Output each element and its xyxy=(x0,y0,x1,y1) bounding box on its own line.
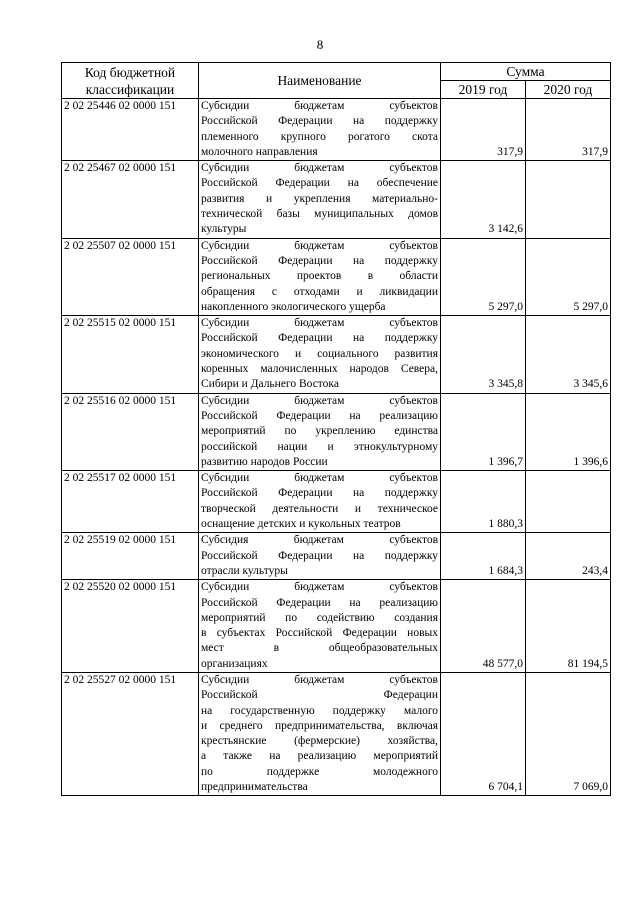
table-row xyxy=(62,533,611,580)
item-name-line: молочного направления xyxy=(201,145,318,158)
table-row xyxy=(62,471,611,533)
item-name-line: Субсидия бюджетам субъектов xyxy=(201,534,438,547)
amount-2019-cell: 48 577,0 xyxy=(441,580,526,673)
amount-2019-cell: 1 684,3 xyxy=(441,533,526,580)
item-name-line: Субсидии бюджетам субъектов xyxy=(201,581,438,594)
amount-2019-cell: 6 704,1 xyxy=(441,672,526,795)
item-name-line: Российской Федерации на поддержку xyxy=(201,332,438,345)
amount-2020-cell xyxy=(526,161,611,238)
table-row xyxy=(62,393,611,470)
item-name-line: Субсидии бюджетам субъектов xyxy=(201,394,438,407)
table-row xyxy=(62,238,611,315)
table-row xyxy=(62,161,611,238)
item-name-line: технической базы муниципальных домов xyxy=(201,208,438,221)
item-name-line: в субъектах Российской Федерации новых xyxy=(201,627,438,640)
item-name-line: отрасли культуры xyxy=(201,564,288,577)
item-name-line: племенного крупного рогатого скота xyxy=(201,130,438,143)
item-name-line: Российской Федерации на реализацию xyxy=(201,409,438,422)
item-name-line: по поддержке молодежного xyxy=(201,765,438,778)
amount-2020-cell: 3 345,6 xyxy=(526,316,611,393)
item-name-line: Субсидии бюджетам субъектов xyxy=(201,162,438,175)
item-name-line: Российской Федерации на поддержку xyxy=(201,254,438,267)
table-row xyxy=(62,672,611,795)
amount-2019-cell: 317,9 xyxy=(441,99,526,161)
item-name-line: мероприятий по укреплению единства xyxy=(201,425,438,438)
item-name-cell xyxy=(199,316,441,393)
item-name-line: Российской Федерации на поддержку xyxy=(201,549,438,562)
amount-2020-cell: 243,4 xyxy=(526,533,611,580)
header-name: Наименование xyxy=(199,63,441,99)
item-name-line: Субсидии бюджетам субъектов xyxy=(201,239,438,252)
item-name-line: предпринимательства xyxy=(201,781,308,794)
item-name-line: культуры xyxy=(201,223,247,236)
budget-code-cell: 2 02 25515 02 0000 151 xyxy=(62,316,199,393)
budget-code-cell: 2 02 25467 02 0000 151 xyxy=(62,161,199,238)
page-number: 8 xyxy=(316,37,324,52)
item-name-line: Российской Федерации на поддержку xyxy=(201,487,438,500)
amount-2019-cell: 3 345,8 xyxy=(441,316,526,393)
budget-code-cell: 2 02 25527 02 0000 151 xyxy=(62,672,199,795)
item-name-line: Российской Федерации на реализацию xyxy=(201,596,438,609)
item-name-line: Российской Федерации на обеспечение xyxy=(201,177,438,190)
item-name-line: Субсидии бюджетам субъектов xyxy=(201,317,438,330)
item-name-line: мероприятий по содействию создания xyxy=(201,611,438,624)
item-name-line: мест в общеобразовательных xyxy=(201,642,438,655)
amount-2019-cell: 1 880,3 xyxy=(441,471,526,533)
item-name-line: развития и укрепления материально- xyxy=(201,192,438,205)
item-name-line: российской нации и этнокультурному xyxy=(201,440,438,453)
amount-2020-cell: 1 396,6 xyxy=(526,393,611,470)
item-name-line: обращения с отходами и ликвидации xyxy=(201,285,438,298)
amount-2020-cell: 5 297,0 xyxy=(526,238,611,315)
table-row xyxy=(62,580,611,673)
item-name-cell xyxy=(199,672,441,795)
header-year-2020: 2020 год xyxy=(526,81,611,99)
budget-code-cell: 2 02 25520 02 0000 151 xyxy=(62,580,199,673)
header-code: Код бюджетной классификации xyxy=(62,63,199,99)
item-name-line: организациях xyxy=(201,657,268,670)
budget-code-cell: 2 02 25446 02 0000 151 xyxy=(62,99,199,161)
item-name-line: коренных малочисленных народов Севера, xyxy=(201,363,438,376)
item-name-line: оснащение детских и кукольных театров xyxy=(201,518,401,531)
item-name-line: Субсидии бюджетам субъектов xyxy=(201,100,438,112)
item-name-line: а также на реализацию мероприятий xyxy=(201,750,438,763)
item-name-cell xyxy=(199,238,441,315)
item-name-line: творческой деятельности и техническое xyxy=(201,502,438,515)
budget-code-cell: 2 02 25516 02 0000 151 xyxy=(62,393,199,470)
amount-2019-cell: 5 297,0 xyxy=(441,238,526,315)
table-row xyxy=(62,99,611,161)
item-name-line: крестьянские (фермерские) хозяйства, xyxy=(201,735,438,748)
amount-2019-cell: 3 142,6 xyxy=(441,161,526,238)
item-name-cell xyxy=(199,580,441,673)
item-name-line: региональных проектов в области xyxy=(201,270,438,283)
item-name-line: на государственную поддержку малого xyxy=(201,704,438,717)
item-name-line: экономического и социального развития xyxy=(201,347,438,360)
amount-2019-cell: 1 396,7 xyxy=(441,393,526,470)
item-name-line: Субсидии бюджетам субъектов xyxy=(201,472,438,485)
item-name-line: Российской Федерации на поддержку xyxy=(201,115,438,128)
amount-2020-cell: 317,9 xyxy=(526,99,611,161)
amount-2020-cell: 7 069,0 xyxy=(526,672,611,795)
amount-2020-cell xyxy=(526,471,611,533)
item-name-line: накопленного экологического ущерба xyxy=(201,300,386,313)
table-row xyxy=(62,316,611,393)
header-year-2019: 2019 год xyxy=(441,81,526,99)
item-name-cell xyxy=(199,99,441,161)
budget-code-cell: 2 02 25507 02 0000 151 xyxy=(62,238,199,315)
item-name-line: Сибири и Дальнего Востока xyxy=(201,378,339,391)
budget-code-cell: 2 02 25519 02 0000 151 xyxy=(62,533,199,580)
table-body xyxy=(62,99,611,796)
item-name-line: Российской Федерации xyxy=(201,689,438,702)
item-name-cell xyxy=(199,393,441,470)
item-name-cell xyxy=(199,161,441,238)
budget-code-cell: 2 02 25517 02 0000 151 xyxy=(62,471,199,533)
budget-table xyxy=(61,62,611,796)
item-name-cell xyxy=(199,533,441,580)
item-name-cell xyxy=(199,471,441,533)
item-name-line: и среднего предпринимательства, включая xyxy=(201,719,438,732)
item-name-line: Субсидии бюджетам субъектов xyxy=(201,673,438,686)
item-name-line: развитию народов России xyxy=(201,455,328,468)
amount-2020-cell: 81 194,5 xyxy=(526,580,611,673)
header-sum: Сумма xyxy=(441,63,611,81)
